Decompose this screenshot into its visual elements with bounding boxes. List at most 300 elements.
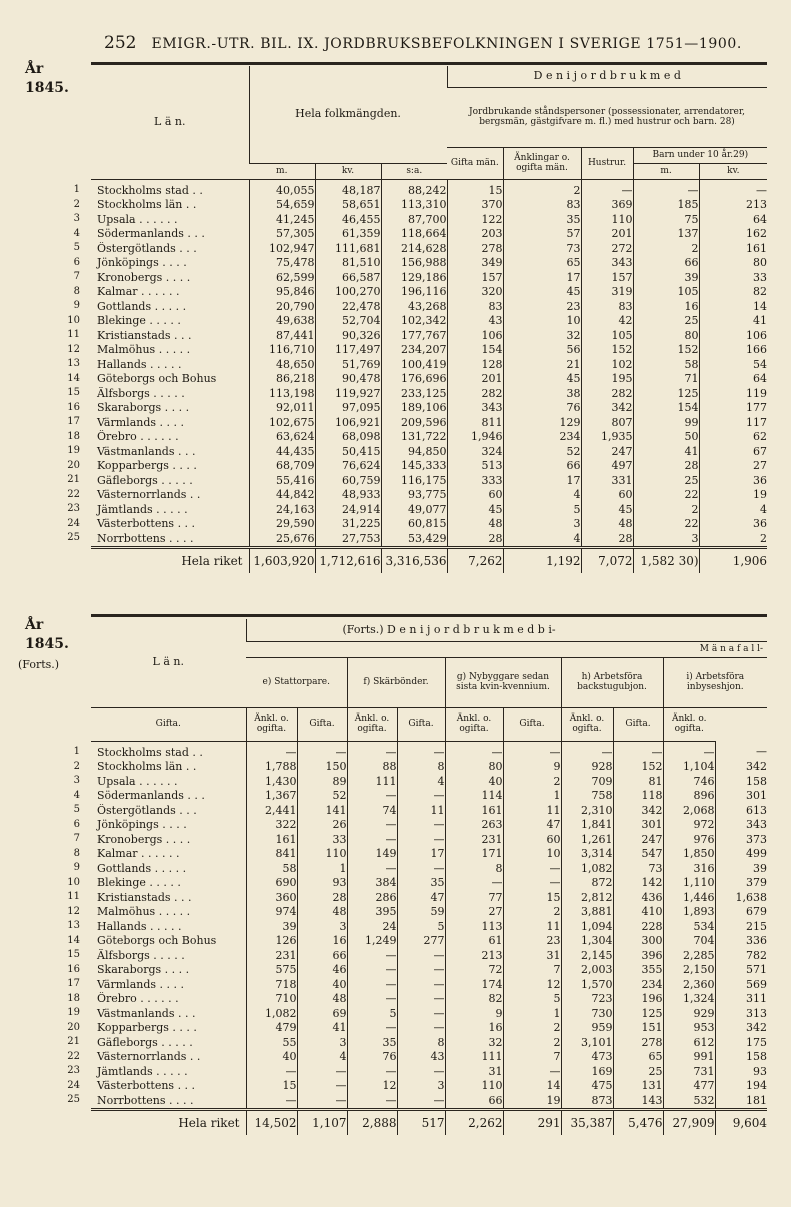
value-cell: — [347, 1094, 397, 1110]
value-cell: — [397, 1021, 445, 1036]
value-cell: 154 [447, 343, 503, 358]
value-cell: 57 [503, 227, 581, 242]
total-value: 9,604 [715, 1110, 767, 1136]
value-cell: 301 [715, 789, 767, 804]
value-cell: 44,435 [249, 445, 315, 460]
value-cell: 28 [581, 532, 633, 548]
row-number: 12 [67, 343, 80, 355]
barn-header: Barn under 10 år.29) [633, 147, 767, 163]
lan-name: Hallands . . . . . [97, 919, 182, 933]
value-cell: 43 [447, 314, 503, 329]
value-cell: 278 [613, 1036, 663, 1051]
value-cell: — [347, 978, 397, 993]
table-row [91, 314, 767, 329]
value-cell: — [297, 741, 347, 760]
value-cell: 156,988 [381, 256, 447, 271]
col-gifta: Gifta. [613, 707, 663, 741]
col-ankl-ogifta: Änkl. o. ogifta. [561, 707, 613, 741]
col-kv: kv. [315, 163, 381, 179]
table-row [91, 300, 767, 315]
value-cell: 704 [663, 934, 715, 949]
value-cell: 46,455 [315, 213, 381, 228]
value-cell: 66 [633, 256, 699, 271]
value-cell: 991 [663, 1050, 715, 1065]
value-cell: 17 [397, 847, 445, 862]
value-cell: 15 [246, 1079, 297, 1094]
value-cell: 2 [503, 1021, 561, 1036]
value-cell: 54,659 [249, 198, 315, 213]
value-cell: 497 [581, 459, 633, 474]
value-cell: 58 [246, 862, 297, 877]
total-value: 2,262 [445, 1110, 503, 1136]
value-cell: 35 [347, 1036, 397, 1051]
value-cell: 194 [715, 1079, 767, 1094]
value-cell: — [347, 1065, 397, 1080]
row-number: 24 [67, 1079, 80, 1091]
value-cell: 137 [633, 227, 699, 242]
lan-name: Jönköpings . . . . [97, 818, 187, 831]
value-cell: 342 [581, 401, 633, 416]
value-cell: 24,914 [315, 503, 381, 518]
col-gifta: Gifta. [91, 707, 246, 741]
value-cell: 166 [699, 343, 767, 358]
den-header: D e n i j o r d b r u k m e d [447, 66, 767, 87]
lan-name: Stockholms stad . . [97, 745, 203, 759]
value-cell: 119 [699, 387, 767, 402]
value-cell: 35 [503, 213, 581, 228]
value-cell: 169 [561, 1065, 613, 1080]
value-cell: 154 [633, 401, 699, 416]
value-cell: 331 [581, 474, 633, 489]
value-cell: 1,082 [561, 862, 613, 877]
row-number: 16 [67, 963, 80, 975]
lan-name: Kalmar . . . . . . [97, 847, 180, 860]
value-cell: 196 [613, 992, 663, 1007]
total-value: 5,476 [613, 1110, 663, 1136]
value-cell: 1,104 [663, 760, 715, 775]
value-cell: 80 [699, 256, 767, 271]
forts-label: (Forts.) [18, 658, 60, 671]
value-cell: 131 [613, 1079, 663, 1094]
value-cell: 177,767 [381, 329, 447, 344]
lan-name: Kronobergs . . . . [97, 270, 191, 284]
value-cell: 1,946 [447, 430, 503, 445]
row-number: 5 [73, 804, 80, 815]
value-cell: 149 [347, 847, 397, 862]
value-cell: 48 [447, 517, 503, 532]
table-row [91, 920, 767, 935]
barn-m: m. [633, 163, 699, 179]
table-row [91, 430, 767, 445]
row-number: 14 [67, 934, 80, 946]
value-cell: 7 [503, 963, 561, 978]
value-cell: 116,175 [381, 474, 447, 489]
value-cell: 92,011 [249, 401, 315, 416]
lan-name: Jämtlands . . . . . [97, 502, 188, 516]
lan-name: Kristianstads . . . [97, 328, 192, 342]
row-number: 7 [73, 271, 80, 282]
value-cell: 152 [633, 343, 699, 358]
row-number: 20 [67, 459, 80, 471]
row-number: 6 [73, 818, 80, 830]
value-cell: 56 [503, 343, 581, 358]
lan-name: Örebro . . . . . . [97, 430, 179, 443]
value-cell: 395 [347, 905, 397, 920]
lan-name: Gottlands . . . . . [97, 299, 187, 313]
lan-name: Malmöhus . . . . . [97, 905, 191, 918]
table-row [91, 445, 767, 460]
population-table-body [91, 179, 767, 548]
value-cell: 324 [447, 445, 503, 460]
value-cell: 25 [633, 314, 699, 329]
value-cell: 343 [447, 401, 503, 416]
row-number: 23 [67, 1065, 80, 1076]
value-cell: — [347, 833, 397, 848]
value-cell: 189,106 [381, 401, 447, 416]
value-cell: 83 [581, 300, 633, 315]
value-cell: 231 [246, 949, 297, 964]
value-cell: 959 [561, 1021, 613, 1036]
value-cell: 5 [347, 1007, 397, 1022]
value-cell: 10 [503, 847, 561, 862]
value-cell: 1,638 [715, 891, 767, 906]
value-cell: — [561, 741, 613, 760]
lan-name: Blekinge . . . . . [97, 876, 181, 889]
value-cell: 31 [503, 949, 561, 964]
value-cell: — [347, 862, 397, 877]
value-cell: 342 [715, 1021, 767, 1036]
lan-name: Kopparbergs . . . . [97, 1021, 197, 1034]
value-cell: 39 [246, 920, 297, 935]
value-cell: 1,367 [246, 789, 297, 804]
lan-name: Västernorrlands . . [97, 1050, 201, 1063]
table-row [91, 358, 767, 373]
value-cell: 81,510 [315, 256, 381, 271]
value-cell: — [397, 833, 445, 848]
value-cell: 2,145 [561, 949, 613, 964]
row-number: 24 [67, 517, 80, 529]
col-ankl: Änklingar o. ogifta män. [503, 147, 581, 179]
value-cell: 319 [581, 285, 633, 300]
value-cell: 66 [445, 1094, 503, 1110]
value-cell: 23 [503, 934, 561, 949]
value-cell: 1,094 [561, 920, 613, 935]
value-cell: 1 [297, 862, 347, 877]
value-cell: 152 [581, 343, 633, 358]
row-number: 22 [67, 1050, 80, 1062]
value-cell: 841 [246, 847, 297, 862]
value-cell: 158 [715, 1050, 767, 1065]
table-row [91, 789, 767, 804]
value-cell: 41 [699, 314, 767, 329]
value-cell: 48 [581, 517, 633, 532]
value-cell: 7 [503, 1050, 561, 1065]
value-cell: 272 [581, 242, 633, 257]
lan-name: Jämtlands . . . . . [97, 1064, 188, 1078]
value-cell: 2,441 [246, 804, 297, 819]
value-cell: 3 [397, 1079, 445, 1094]
col-ankl-ogifta: Änkl. o. ogifta. [347, 707, 397, 741]
value-cell: 731 [663, 1065, 715, 1080]
value-cell: 55 [246, 1036, 297, 1051]
lan-name: Norrbottens . . . . [97, 531, 194, 545]
lan-name: Värmlands . . . . [97, 977, 185, 991]
value-cell: 320 [447, 285, 503, 300]
value-cell: 195 [581, 372, 633, 387]
value-cell: 16 [445, 1021, 503, 1036]
value-cell: 213 [699, 198, 767, 213]
total-value: 27,909 [663, 1110, 715, 1136]
row-number: 18 [67, 992, 80, 1004]
row-number: 9 [73, 300, 80, 311]
value-cell: 21 [503, 358, 581, 373]
value-cell: 228 [613, 920, 663, 935]
lan-name: Hallands . . . . . [97, 357, 182, 371]
value-cell: — [633, 179, 699, 198]
value-cell: 113,310 [381, 198, 447, 213]
value-cell: 1,570 [561, 978, 613, 993]
lan-name: Gottlands . . . . . [97, 861, 187, 875]
value-cell: 94,850 [381, 445, 447, 460]
value-cell: 66,587 [315, 271, 381, 286]
value-cell: 45 [447, 503, 503, 518]
row-number: 3 [73, 213, 80, 224]
value-cell: 730 [561, 1007, 613, 1022]
col-ankl-ogifta: Änkl. o. ogifta. [246, 707, 297, 741]
value-cell: 40,055 [249, 179, 315, 198]
value-cell: 3,881 [561, 905, 613, 920]
total-row-2 [91, 1110, 767, 1136]
value-cell: 175 [715, 1036, 767, 1051]
row-number: 19 [67, 1007, 80, 1018]
value-cell: 129,186 [381, 271, 447, 286]
value-cell: 48,650 [249, 358, 315, 373]
row-number: 14 [67, 372, 80, 384]
value-cell: 58 [633, 358, 699, 373]
value-cell: 129 [503, 416, 581, 431]
value-cell: 35 [397, 876, 445, 891]
value-cell: 36 [699, 517, 767, 532]
lan-name: Älfsborgs . . . . . [97, 386, 185, 400]
value-cell: 67 [699, 445, 767, 460]
row-number: 1 [73, 184, 80, 195]
value-cell: 119,927 [315, 387, 381, 402]
value-cell: 157 [447, 271, 503, 286]
value-cell: 174 [445, 978, 503, 993]
lan-header-2: L ä n. [91, 619, 246, 707]
value-cell: 80 [445, 760, 503, 775]
value-cell: 71 [633, 372, 699, 387]
group-nybyggare: g) Nybyggare sedan sista kvin-kvennium. [445, 657, 561, 707]
total-value: 2,888 [347, 1110, 397, 1136]
value-cell: 25,676 [249, 532, 315, 548]
row-number: 5 [73, 242, 80, 253]
value-cell: 746 [663, 775, 715, 790]
row-number: 19 [67, 445, 80, 456]
occupation-table-body [91, 741, 767, 1110]
value-cell: 2 [503, 905, 561, 920]
value-cell: 102,947 [249, 242, 315, 257]
value-cell: 52 [503, 445, 581, 460]
value-cell: 82 [445, 992, 503, 1007]
value-cell: 201 [447, 372, 503, 387]
value-cell: 90,326 [315, 329, 381, 344]
value-cell: 40 [297, 978, 347, 993]
value-cell: 23 [503, 300, 581, 315]
lan-name: Jönköpings . . . . [97, 256, 187, 269]
table-row [91, 862, 767, 877]
value-cell: 64 [699, 213, 767, 228]
value-cell: — [503, 876, 561, 891]
value-cell: 263 [445, 818, 503, 833]
value-cell: 111 [445, 1050, 503, 1065]
value-cell: 9 [445, 1007, 503, 1022]
total-value: 1,712,616 [315, 548, 381, 574]
col-m: m. [249, 163, 315, 179]
group-inhyses: i) Arbetsföra inbyseshjon. [663, 657, 767, 707]
value-cell: 24,163 [249, 503, 315, 518]
value-cell: 201 [581, 227, 633, 242]
value-cell: 125 [633, 387, 699, 402]
table-row [91, 1021, 767, 1036]
value-cell: — [663, 741, 715, 760]
value-cell: 15 [447, 179, 503, 198]
value-cell: 82 [699, 285, 767, 300]
value-cell: 723 [561, 992, 613, 1007]
value-cell: 131,722 [381, 430, 447, 445]
value-cell: 12 [503, 978, 561, 993]
total-label: Hela riket [91, 548, 249, 574]
value-cell: 50,415 [315, 445, 381, 460]
value-cell: 286 [347, 891, 397, 906]
value-cell: 40 [445, 775, 503, 790]
value-cell: 64 [699, 372, 767, 387]
value-cell: 150 [297, 760, 347, 775]
value-cell: 60 [581, 488, 633, 503]
value-cell: 612 [663, 1036, 715, 1051]
value-cell: 55,416 [249, 474, 315, 489]
value-cell: 41 [297, 1021, 347, 1036]
value-cell: 710 [246, 992, 297, 1007]
table-row [91, 285, 767, 300]
table-row [91, 1065, 767, 1080]
value-cell: 181 [715, 1094, 767, 1110]
value-cell: 110 [581, 213, 633, 228]
value-cell: — [347, 789, 397, 804]
table-row [91, 775, 767, 790]
value-cell: 1,935 [581, 430, 633, 445]
table-row [91, 532, 767, 548]
value-cell: 88 [347, 760, 397, 775]
row-number: 18 [67, 430, 80, 442]
value-cell: 52 [297, 789, 347, 804]
table-row [91, 213, 767, 228]
table-row [91, 963, 767, 978]
value-cell: 117,497 [315, 343, 381, 358]
value-cell: 177 [699, 401, 767, 416]
value-cell: 141 [297, 804, 347, 819]
value-cell: 74 [347, 804, 397, 819]
value-cell: 100,419 [381, 358, 447, 373]
value-cell: 3 [297, 920, 347, 935]
value-cell: 27 [699, 459, 767, 474]
value-cell: 1,788 [246, 760, 297, 775]
lan-name: Värmlands . . . . [97, 415, 185, 429]
value-cell: 89 [297, 775, 347, 790]
value-cell: 29,590 [249, 517, 315, 532]
page-title: EMIGR.-UTR. BIL. IX. JORDBRUKSBEFOLKNINGEN I SVERIGE 1751—1900. [151, 36, 742, 52]
value-cell: 2 [503, 179, 581, 198]
value-cell: — [246, 741, 297, 760]
value-cell: 114 [445, 789, 503, 804]
table-row [91, 474, 767, 489]
value-cell: 2,068 [663, 804, 715, 819]
population-table [91, 66, 767, 573]
lan-name: Blekinge . . . . . [97, 314, 181, 327]
value-cell: 410 [613, 905, 663, 920]
row-number: 15 [67, 949, 80, 960]
value-cell: 65 [503, 256, 581, 271]
value-cell: 2,360 [663, 978, 715, 993]
value-cell: 300 [613, 934, 663, 949]
value-cell: 976 [663, 833, 715, 848]
row-number: 8 [73, 285, 80, 297]
value-cell: 247 [613, 833, 663, 848]
value-cell: 113,198 [249, 387, 315, 402]
value-cell: 499 [715, 847, 767, 862]
value-cell: 46 [297, 963, 347, 978]
value-cell: 25 [613, 1065, 663, 1080]
value-cell: 42 [581, 314, 633, 329]
value-cell: 1,841 [561, 818, 613, 833]
table-row [91, 488, 767, 503]
value-cell: 532 [663, 1094, 715, 1110]
col-gifta: Gifta. [297, 707, 347, 741]
lan-name: Upsala . . . . . . [97, 774, 178, 788]
lan-name: Stockholms län . . [97, 198, 197, 211]
forts-header: (Forts.) D e n i j o r d b r u k m e d b i- [246, 619, 767, 641]
value-cell: 83 [447, 300, 503, 315]
row-number: 20 [67, 1021, 80, 1033]
value-cell: 32 [445, 1036, 503, 1051]
value-cell: 58,651 [315, 198, 381, 213]
value-cell: 66 [297, 949, 347, 964]
value-cell: 80 [633, 329, 699, 344]
value-cell: 24 [347, 920, 397, 935]
value-cell: 158 [715, 775, 767, 790]
table-row [91, 416, 767, 431]
total-value: 7,262 [447, 548, 503, 574]
value-cell: 477 [663, 1079, 715, 1094]
value-cell: 369 [581, 198, 633, 213]
value-cell: 3 [297, 1036, 347, 1051]
value-cell: 16 [633, 300, 699, 315]
value-cell: 974 [246, 905, 297, 920]
value-cell: 4 [297, 1050, 347, 1065]
table-row [91, 242, 767, 257]
value-cell: 782 [715, 949, 767, 964]
value-cell: 8 [397, 1036, 445, 1051]
table-row [91, 804, 767, 819]
row-number: 7 [73, 833, 80, 844]
table-row [91, 1094, 767, 1110]
value-cell: 10 [503, 314, 581, 329]
value-cell: 4 [503, 532, 581, 548]
value-cell: 896 [663, 789, 715, 804]
value-cell: 76 [503, 401, 581, 416]
value-cell: 72 [445, 963, 503, 978]
value-cell: 93,775 [381, 488, 447, 503]
